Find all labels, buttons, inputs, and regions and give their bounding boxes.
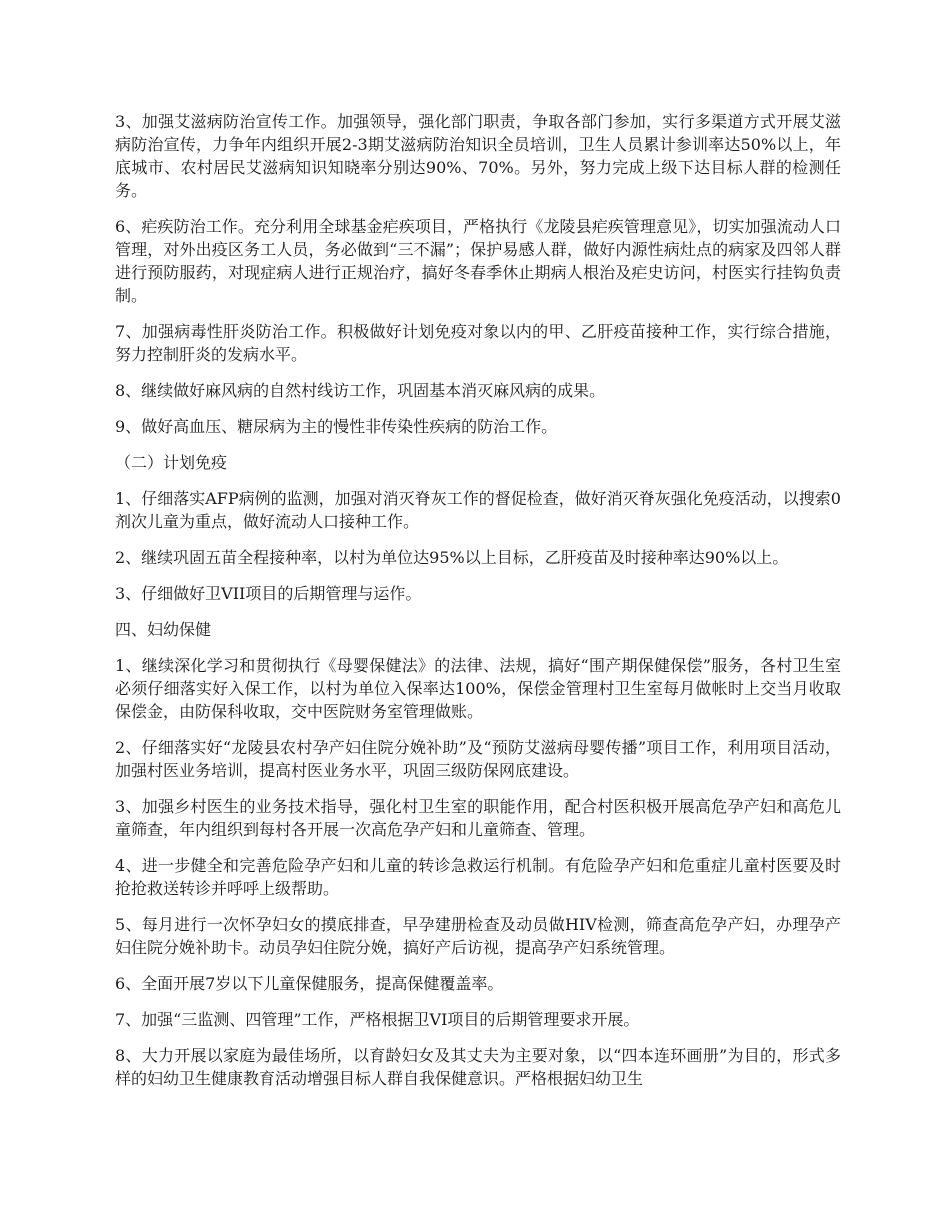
paragraph-chronic-disease: 9、做好高血压、糖尿病为主的慢性非传染性疾病的防治工作。 <box>115 417 558 436</box>
paragraph-maternal-law: 1、继续深化学习和贯彻执行《母婴保健法》的法律、法规，搞好“围产期保健保偿”服务，各村卫生室必须仔细落实好入保工作，以村为单位入保率达100%，保偿金管理村卫生室每月做帐时上交当月收取保偿金，由防保科收取，交中医院财务室管理做账。 <box>115 656 841 721</box>
paragraph-vaccination-rate: 2、继续巩固五苗全程接种率，以村为单位达95%以上目标，乙肝疫苗及时接种率达90%以上。 <box>115 548 789 567</box>
document-page <box>115 110 841 1103</box>
paragraph-leprosy-visits: 8、继续做好麻风病的自然村线访工作，巩固基本消灭麻风病的成果。 <box>115 381 606 400</box>
paragraph-doctor-guidance: 3、加强乡村医生的业务技术指导，强化村卫生室的职能作用，配合村医积极开展高危孕产妇和高危儿童筛查，年内组织到每村各开展一次高危孕产妇和儿童筛查、管理。 <box>115 797 841 839</box>
section-heading-maternal-child: 四、妇幼保健 <box>115 620 212 639</box>
paragraph-delivery-subsidy: 2、仔细落实好“龙陵县农村孕产妇住院分娩补助”及“预防艾滋病母婴传播”项目工作，利用项目活动，加强村医业务培训，提高村医业务水平，巩固三级防保网底建设。 <box>115 738 841 780</box>
section-heading-immunization: （二）计划免疫 <box>115 453 228 472</box>
paragraph-project-management: 3、仔细做好卫VII项目的后期管理与运作。 <box>115 584 422 603</box>
paragraph-referral-mechanism: 4、进一步健全和完善危险孕产妇和儿童的转诊急救运行机制。有危险孕产妇和危重症儿童村医要及时抢抢救送转诊并呼呼上级帮助。 <box>115 856 841 898</box>
paragraph-pregnancy-screening: 5、每月进行一次怀孕妇女的摸底排查，早孕建册检查及动员做HIV检测，筛查高危孕产妇，办理孕产妇住院分娩补助卡。动员孕妇住院分娩，搞好产后访视，提高孕产妇系统管理。 <box>115 915 841 957</box>
paragraph-afp-monitoring: 1、仔细落实AFP病例的监测，加强对消灭脊灰工作的督促检查，做好消灭脊灰强化免疫活动，以搜索0剂次儿童为重点，做好流动人口接种工作。 <box>115 489 841 531</box>
paragraph-health-education: 8、大力开展以家庭为最佳场所，以育龄妇女及其丈夫为主要对象，以“四本连环画册”为目的，形式多样的妇幼卫生健康教育活动增强目标人群自我保健意识。严格根据妇幼卫生 <box>115 1046 841 1088</box>
paragraph-aids-publicity: 3、加强艾滋病防治宣传工作。加强领导，强化部门职责，争取各部门参加，实行多渠道方式开展艾滋病防治宣传，力争年内组织开展2-3期艾滋病防治知识全员培训，卫生人员累计参训率达50%以上，年底城市、农村居民艾滋病知识知晓率分别达90%、70%。另外，努力完成上级下达目标人群的检测任务。 <box>115 112 841 200</box>
paragraph-child-healthcare: 6、全面开展7岁以下儿童保健服务，提高保健覆盖率。 <box>115 974 504 993</box>
paragraph-monitoring-management: 7、加强“三监测、四管理”工作，严格根据卫VI项目的后期管理要求开展。 <box>115 1010 640 1029</box>
paragraph-malaria-control: 6、疟疾防治工作。充分利用全球基金疟疾项目，严格执行《龙陵县疟疾管理意见》，切实加强流动人口管理，对外出疫区务工人员，务必做到“三不漏”；保护易感人群，做好内源性病灶点的病家及四邻人群进行预防服药，对现症病人进行正规治疗，搞好冬春季休止期病人根治及疟史访问，村医实行挂钩负责制。 <box>115 217 841 305</box>
paragraph-hepatitis-control: 7、加强病毒性肝炎防治工作。积极做好计划免疫对象以内的甲、乙肝疫苗接种工作，实行综合措施，努力控制肝炎的发病水平。 <box>115 322 841 364</box>
